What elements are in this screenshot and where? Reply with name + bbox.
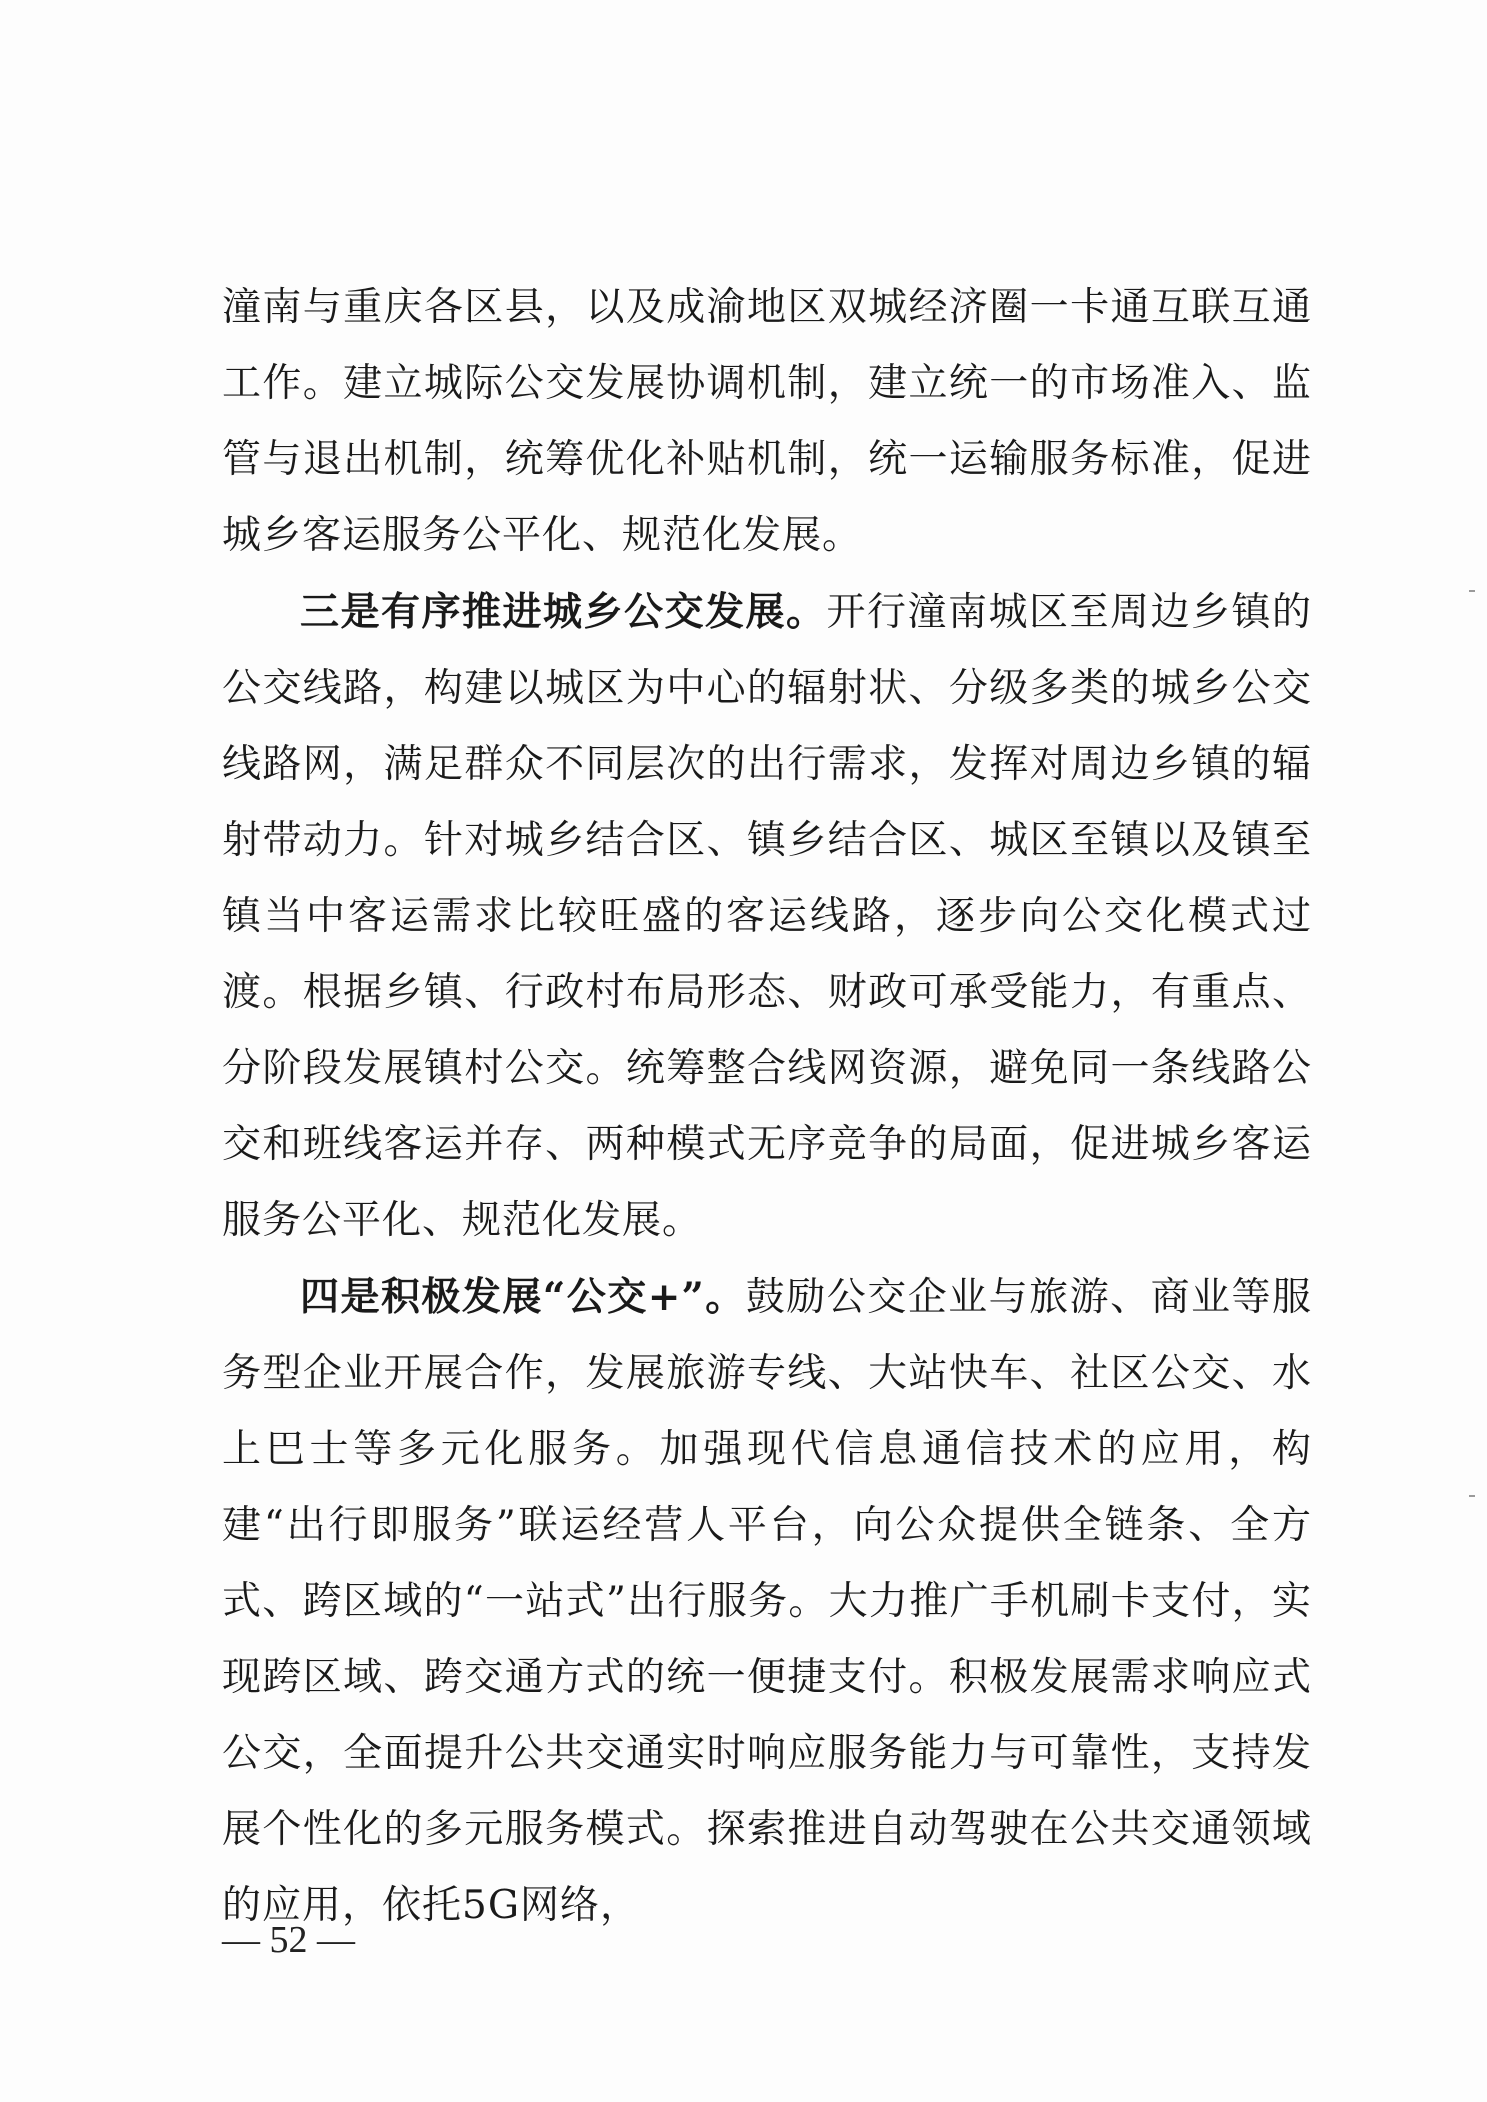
paragraph-3-lead: 四是积极发展“公交+”。 xyxy=(300,1274,746,1320)
paragraph-2-text: 开行潼南城区至周边乡镇的公交线路，构建以城区为中心的辐射状、分级多类的城乡公交线路网，满足群众不同层次的出行需求，发挥对周边乡镇的辐射带动力。针对城乡结合区、镇乡结合区、城区至镇以及镇至镇当中客运需求比较旺盛的客运线路，逐步向公交化模式过渡。根据乡镇、行政村布局形态、财政可承受能力，有重点、分阶段发展镇村公交。统筹整合线网资源，避免同一条线路公交和班线客运并存、两种模式无序竞争的局面，促进城乡客运服务公平化、规范化发展。 xyxy=(222,590,1312,1243)
body-text xyxy=(222,270,1312,1944)
page-number: — 52 — xyxy=(222,1919,355,1961)
paragraph-1-text: 潼南与重庆各区县，以及成渝地区双城经济圈一卡通互联互通工作。建立城际公交发展协调机制，建立统一的市场准入、监管与退出机制，统筹优化补贴机制，统一运输服务标准，促进城乡客运服务公平化、规范化发展。 xyxy=(222,285,1312,558)
paragraph-3 xyxy=(222,1259,1312,1944)
paragraph-1 xyxy=(222,270,1312,574)
paragraph-2 xyxy=(222,574,1312,1259)
paragraph-2-lead: 三是有序推进城乡公交发展。 xyxy=(300,589,827,635)
scan-mark xyxy=(1469,590,1475,592)
paragraph-3-text: 鼓励公交企业与旅游、商业等服务型企业开展合作，发展旅游专线、大站快车、社区公交、水上巴士等多元化服务。加强现代信息通信技术的应用，构建“出行即服务”联运经营人平台，向公众提供全链条、全方式、跨区域的“一站式”出行服务。大力推广手机刷卡支付，实现跨区域、跨交通方式的统一便捷支付。积极发展需求响应式公交，全面提升公共交通实时响应服务能力与可靠性，支持发展个性化的多元服务模式。探索推进自动驾驶在公共交通领域的应用，依托5G网络， xyxy=(222,1275,1312,1928)
scan-mark xyxy=(1469,1495,1475,1497)
